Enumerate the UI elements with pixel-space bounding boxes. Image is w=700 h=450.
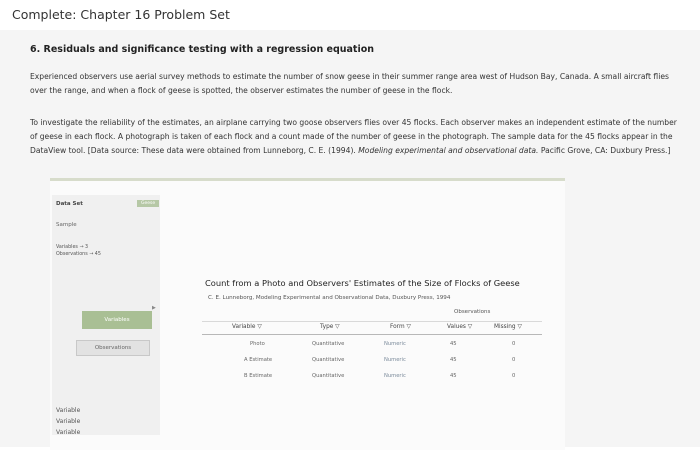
cell-values: 45	[450, 341, 457, 347]
column-header-type[interactable]: Type ▽	[320, 324, 340, 330]
dataset-counts	[56, 244, 101, 258]
table-row[interactable]	[202, 357, 542, 369]
dataset-title: Count from a Photo and Observers' Estimates of the Size of Flocks of Geese	[205, 278, 520, 288]
table-row[interactable]	[202, 341, 542, 353]
sample-label: Sample	[56, 222, 77, 228]
cell-variable: Photo	[250, 341, 265, 347]
problem-heading: 6. Residuals and significance testing with a regression equation	[30, 44, 375, 55]
observations-tab-button[interactable]: Observations	[76, 340, 150, 356]
variable-list-item[interactable]: Variable	[56, 418, 81, 425]
observations-count: Observations → 45	[56, 252, 101, 257]
cell-variable: A Estimate	[244, 357, 273, 363]
cell-values: 45	[450, 357, 457, 363]
column-header-missing[interactable]: Missing ▽	[494, 324, 522, 330]
dataview-sidebar	[52, 195, 160, 435]
column-header-variable[interactable]: Variable ▽	[232, 324, 262, 330]
dataset-label: Data Set	[56, 201, 83, 207]
window-title-bar	[0, 0, 700, 31]
dataset-name-tag[interactable]: Geese	[137, 200, 159, 207]
cell-values: 45	[450, 373, 457, 379]
table-row[interactable]	[202, 373, 542, 385]
cell-variable: B Estimate	[244, 373, 273, 379]
cell-missing: 0	[512, 357, 516, 363]
paragraph-2-italic: Modeling experimental and observational data.	[358, 146, 539, 155]
expand-arrow-icon[interactable]: ▶	[152, 305, 156, 311]
paragraph-2-text: To investigate the reliability of the estimates, an airplane carrying two goose observers flies over 45 flocks. Each observer makes an independent estimate of the number of geese in each flock. A photograph is taken of each flock and a count made of the number of geese in the photograph. The sample data for the 45 flocks appear in the DataView tool. [Data source: These data were obtained from Lunneborg, C. E. (1994).	[30, 118, 677, 155]
variable-list	[56, 405, 80, 438]
cell-missing: 0	[512, 341, 516, 347]
cell-type: Quantitative	[312, 341, 345, 347]
window-title: Complete: Chapter 16 Problem Set	[12, 7, 230, 22]
cell-type: Quantitative	[312, 373, 345, 379]
variables-tab-button[interactable]: Variables	[82, 311, 152, 329]
variables-count: Variables → 3	[56, 245, 89, 250]
dataset-subtitle: C. E. Lunneborg, Modeling Experimental and Observational Data, Duxbury Press, 1994	[208, 295, 451, 301]
cell-form: Numeric	[384, 341, 406, 347]
column-header-form[interactable]: Form ▽	[390, 324, 411, 330]
problem-paragraph-2	[30, 116, 680, 158]
cell-missing: 0	[512, 373, 516, 379]
cell-form: Numeric	[384, 373, 406, 379]
cell-form: Numeric	[384, 357, 406, 363]
column-header-values[interactable]: Values ▽	[447, 324, 473, 330]
cell-type: Quantitative	[312, 357, 345, 363]
variable-list-item[interactable]: Variable	[56, 429, 81, 436]
variable-list-item[interactable]: Variable	[56, 407, 81, 414]
table-header-row	[202, 321, 542, 335]
paragraph-2-end: Pacific Grove, CA: Duxbury Press.]	[540, 146, 671, 155]
observations-group-header: Observations	[454, 309, 491, 315]
dataview-tool	[50, 178, 565, 450]
problem-paragraph-1: Experienced observers use aerial survey methods to estimate the number of snow geese in their summer range area west of Hudson Bay, Canada. A small aircraft flies over the range, and when a flock of geese is spotted, the observer estimates the number of geese in the flock.	[30, 72, 669, 95]
